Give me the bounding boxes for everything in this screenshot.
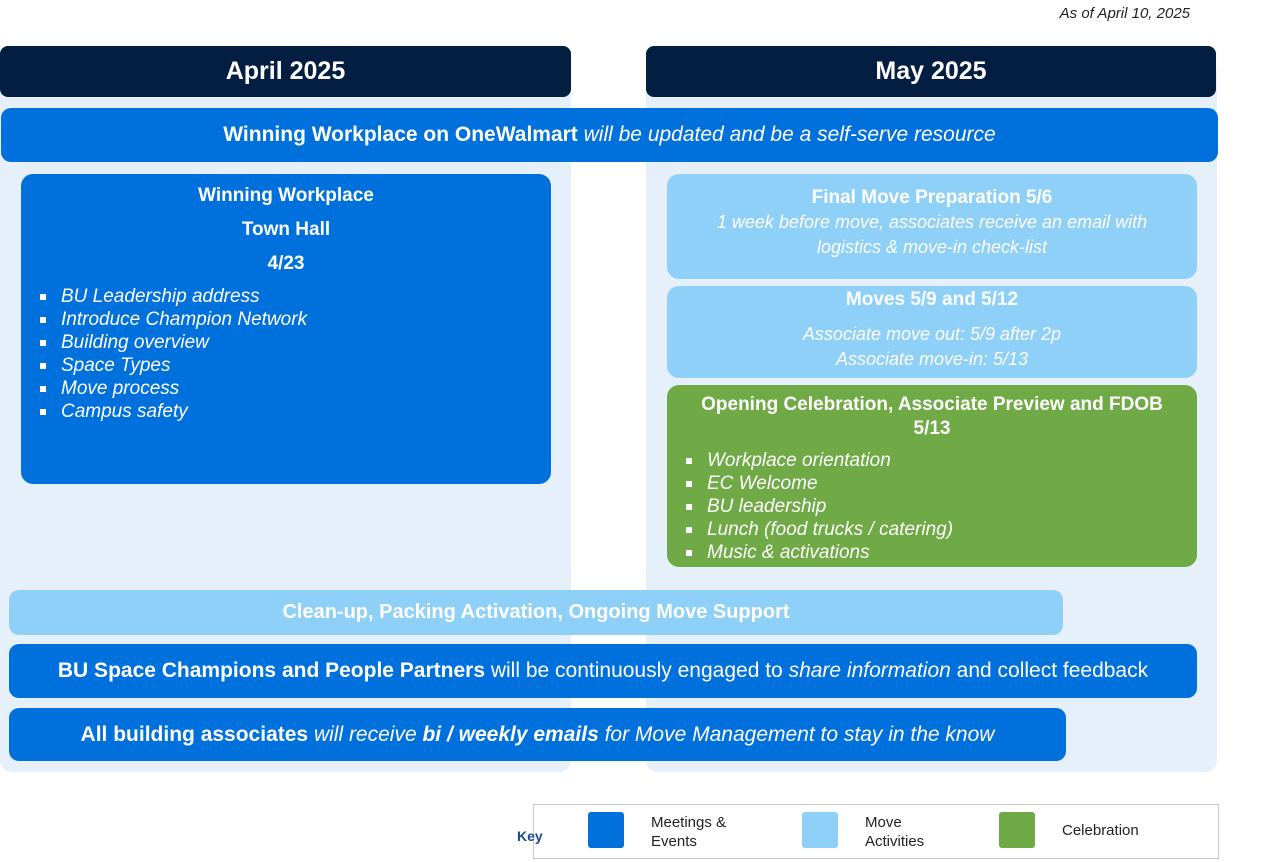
list-item: Space Types bbox=[35, 354, 537, 377]
town-hall-title-2: Town Hall bbox=[241, 219, 331, 240]
champions-text-1: will be continuously engaged to bbox=[485, 659, 789, 682]
legend-swatch-move bbox=[802, 812, 838, 848]
legend-swatch-meetings bbox=[588, 812, 624, 848]
list-item: BU leadership bbox=[681, 495, 1183, 518]
moves-title: Moves 5/9 and 5/12 bbox=[845, 289, 1019, 310]
town-hall-card bbox=[21, 174, 551, 484]
moves-line-1: Associate move out: 5/9 after 2p bbox=[802, 324, 1062, 344]
town-hall-title-1: Winning Workplace bbox=[198, 185, 374, 206]
champions-text-2: and collect feedback bbox=[950, 659, 1149, 682]
onewalmart-banner-bold: Winning Workplace on OneWalmart bbox=[223, 123, 578, 146]
legend-label: Key bbox=[517, 828, 543, 844]
legend-text-move: Move Activities bbox=[865, 814, 925, 850]
emails-italic-1: will receive bbox=[308, 722, 423, 746]
list-item: Move process bbox=[35, 377, 537, 400]
legend-text-celebration: Celebration bbox=[1062, 822, 1139, 839]
list-item: Campus safety bbox=[35, 400, 537, 423]
champions-bold: BU Space Champions and People Partners bbox=[57, 659, 486, 682]
celebration-card bbox=[667, 385, 1197, 567]
list-item: EC Welcome bbox=[681, 472, 1183, 495]
onewalmart-banner bbox=[1, 108, 1218, 162]
celebration-agenda bbox=[681, 449, 1183, 564]
legend-text-meetings: Meetings & Events bbox=[651, 814, 727, 850]
final-move-line-1: 1 week before move, associates receive an email with bbox=[716, 212, 1148, 232]
town-hall-agenda bbox=[35, 285, 537, 423]
moves-card bbox=[667, 286, 1197, 378]
emails-banner bbox=[9, 708, 1066, 761]
april-header: April 2025 bbox=[0, 46, 571, 97]
may-header: May 2025 bbox=[646, 46, 1216, 97]
legend-swatch-celebration bbox=[999, 812, 1035, 848]
list-item: BU Leadership address bbox=[35, 285, 537, 308]
final-move-card bbox=[667, 174, 1197, 279]
list-item: Music & activations bbox=[681, 541, 1183, 564]
moves-line-2: Associate move-in: 5/13 bbox=[835, 349, 1029, 369]
celebration-date: 5/13 bbox=[913, 418, 951, 439]
as-of-date: As of April 10, 2025 bbox=[1059, 5, 1190, 22]
list-item: Introduce Champion Network bbox=[35, 308, 537, 331]
champions-banner bbox=[9, 644, 1197, 698]
final-move-title: Final Move Preparation 5/6 bbox=[811, 187, 1053, 208]
list-item: Workplace orientation bbox=[681, 449, 1183, 472]
emails-bold-italic: bi / weekly emails bbox=[422, 722, 599, 746]
onewalmart-banner-italic: will be updated and be a self-serve resource bbox=[577, 123, 996, 146]
town-hall-date: 4/23 bbox=[267, 253, 305, 274]
champions-italic: share information bbox=[788, 659, 951, 682]
final-move-line-2: logistics & move-in check-list bbox=[816, 237, 1048, 257]
celebration-title: Opening Celebration, Associate Preview and FDOB bbox=[701, 394, 1163, 415]
emails-italic-2: for Move Management to stay in the know bbox=[598, 722, 995, 746]
emails-bold: All building associates bbox=[80, 722, 309, 746]
list-item: Building overview bbox=[35, 331, 537, 354]
list-item: Lunch (food trucks / catering) bbox=[681, 518, 1183, 541]
cleanup-banner: Clean-up, Packing Activation, Ongoing Move Support bbox=[9, 590, 1063, 635]
